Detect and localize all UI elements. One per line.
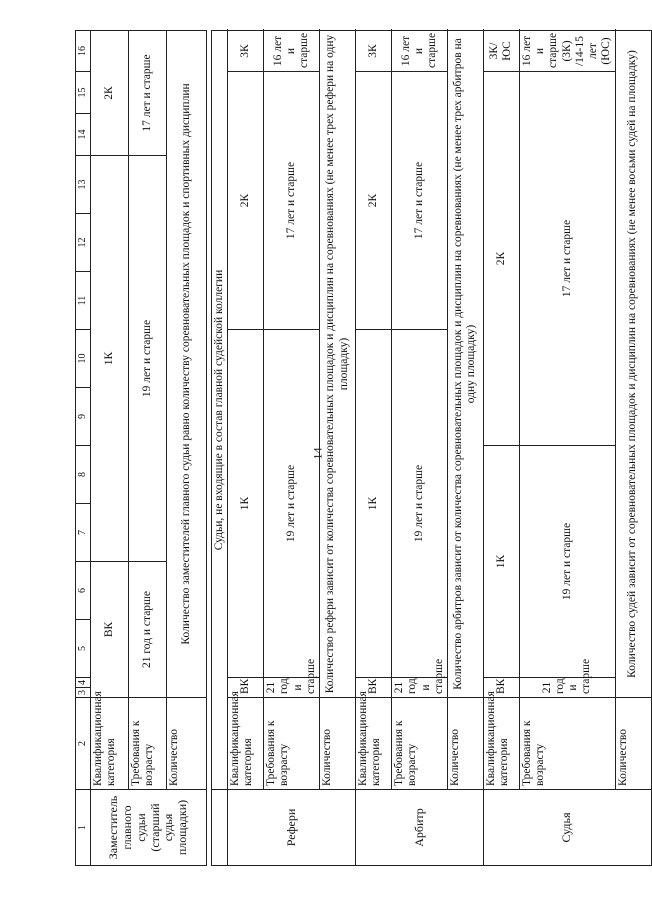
judge-qualification-row	[483, 31, 519, 866]
qualification-value: ВК	[356, 678, 392, 698]
qualification-value: ВК	[483, 678, 519, 698]
age-value: 17 лет и старше	[519, 72, 615, 446]
age-value: 16 лет и старше (3К) /14-15 лет (ЮС)	[519, 31, 615, 72]
age-value: 17 лет и старше	[129, 31, 167, 156]
count-label: Количество	[167, 698, 207, 790]
qualification-value: 2К	[356, 72, 392, 330]
age-value: 19 лет и старше	[264, 330, 320, 678]
column-number: 7	[76, 504, 91, 562]
age-value: 21 год и старше	[264, 678, 320, 698]
age-value: 21 год и старше	[392, 678, 448, 698]
column-number: 10	[76, 330, 91, 388]
age-value: 19 лет и старше	[519, 446, 615, 678]
role-arbiter: Арбитр	[356, 790, 484, 866]
judge-age-row	[519, 31, 615, 866]
arbiter-qualification-row	[356, 31, 392, 866]
deputy-age-row	[129, 31, 167, 866]
qualification-value: ВК	[91, 562, 129, 698]
count-value: Количество рефери зависит от количества соревновательных площадок и дисциплин на соревнованиях (не менее трех рефери на одну площадку)	[320, 31, 356, 698]
age-value: 16 лет и старше	[392, 31, 448, 72]
qualification-value: 1К	[483, 446, 519, 678]
page-number: 14	[310, 447, 325, 460]
count-label: Количество	[447, 698, 483, 790]
not-in-board-heading: Судьи, не входящие в состав главной судейской коллегии	[212, 31, 228, 790]
qualification-value: 3К	[356, 31, 392, 72]
age-label: Требования к возрасту	[519, 698, 615, 790]
column-number: 4	[76, 678, 91, 688]
count-value: Количество заместителей главного судьи равно количеству соревновательных площадок и спортивных дисциплин	[167, 31, 207, 698]
qualification-value: 2К	[91, 31, 129, 156]
arbiter-count-row	[447, 31, 483, 866]
age-value: 19 лет и старше	[392, 330, 448, 678]
qualification-value: 1К	[91, 156, 129, 562]
column-number: 9	[76, 388, 91, 446]
count-label: Количество	[320, 698, 356, 790]
qualification-value: 1К	[228, 330, 264, 678]
age-label: Требования к возрасту	[264, 698, 320, 790]
not-in-board-row	[212, 31, 228, 866]
role-deputy-chief-judge: Заместитель главного судьи (старший судья площадки)	[91, 790, 207, 866]
column-number: 13	[76, 156, 91, 214]
referee-count-row	[320, 31, 356, 866]
role-referee: Рефери	[228, 790, 356, 866]
count-label: Количество	[615, 698, 651, 790]
rotated-table-container	[75, 31, 639, 866]
qualification-label: Квалификационная категория	[356, 698, 392, 790]
column-number: 3	[76, 688, 91, 698]
column-number: 5	[76, 620, 91, 678]
qualification-label: Квалификационная категория	[483, 698, 519, 790]
count-value: Количество судей зависит от соревновательных площадок и дисциплин на соревнованиях (не менее восьми судей на площадку)	[615, 31, 651, 698]
qualification-value: ВК	[228, 678, 264, 698]
role-judge: Судья	[483, 790, 651, 866]
referee-age-row	[264, 31, 320, 866]
age-value: 16 лет и старше	[264, 31, 320, 72]
empty-cell	[212, 790, 228, 866]
judge-count-row	[615, 31, 651, 866]
age-value: 17 лет и старше	[392, 72, 448, 330]
qualification-value: 2К	[483, 72, 519, 446]
column-number: 16	[76, 31, 91, 72]
count-value: Количество арбитров зависит от количества соревновательных площадок и дисциплин на соревнованиях (не менее трех арбитров на одну площадку)	[447, 31, 483, 698]
qualification-label: Квалификационная категория	[228, 698, 264, 790]
deputy-count-row	[167, 31, 207, 866]
arbiter-age-row	[392, 31, 448, 866]
qualification-label: Квалификационная категория	[91, 698, 129, 790]
age-value: 21 год и старше	[129, 562, 167, 698]
column-number: 6	[76, 562, 91, 620]
column-number: 12	[76, 214, 91, 272]
deputy-qualification-row	[91, 31, 129, 866]
referee-qualification-row	[228, 31, 264, 866]
column-number: 14	[76, 114, 91, 156]
column-number: 11	[76, 272, 91, 330]
qualification-value: 3К/ЮС	[483, 31, 519, 72]
age-value: 19 лет и старше	[129, 156, 167, 562]
column-number: 2	[76, 698, 91, 790]
referee-requirements-table	[75, 30, 652, 866]
age-label: Требования к возрасту	[129, 698, 167, 790]
qualification-value: 2К	[228, 72, 264, 330]
qualification-value: 3К	[228, 31, 264, 72]
age-value: 21 год и старше	[519, 678, 615, 698]
column-number: 15	[76, 72, 91, 114]
column-number: 8	[76, 446, 91, 504]
column-number: 1	[76, 790, 91, 866]
age-label: Требования к возрасту	[392, 698, 448, 790]
column-number-row	[76, 31, 91, 866]
qualification-value: 1К	[356, 330, 392, 678]
age-value: 17 лет и старше	[264, 72, 320, 330]
